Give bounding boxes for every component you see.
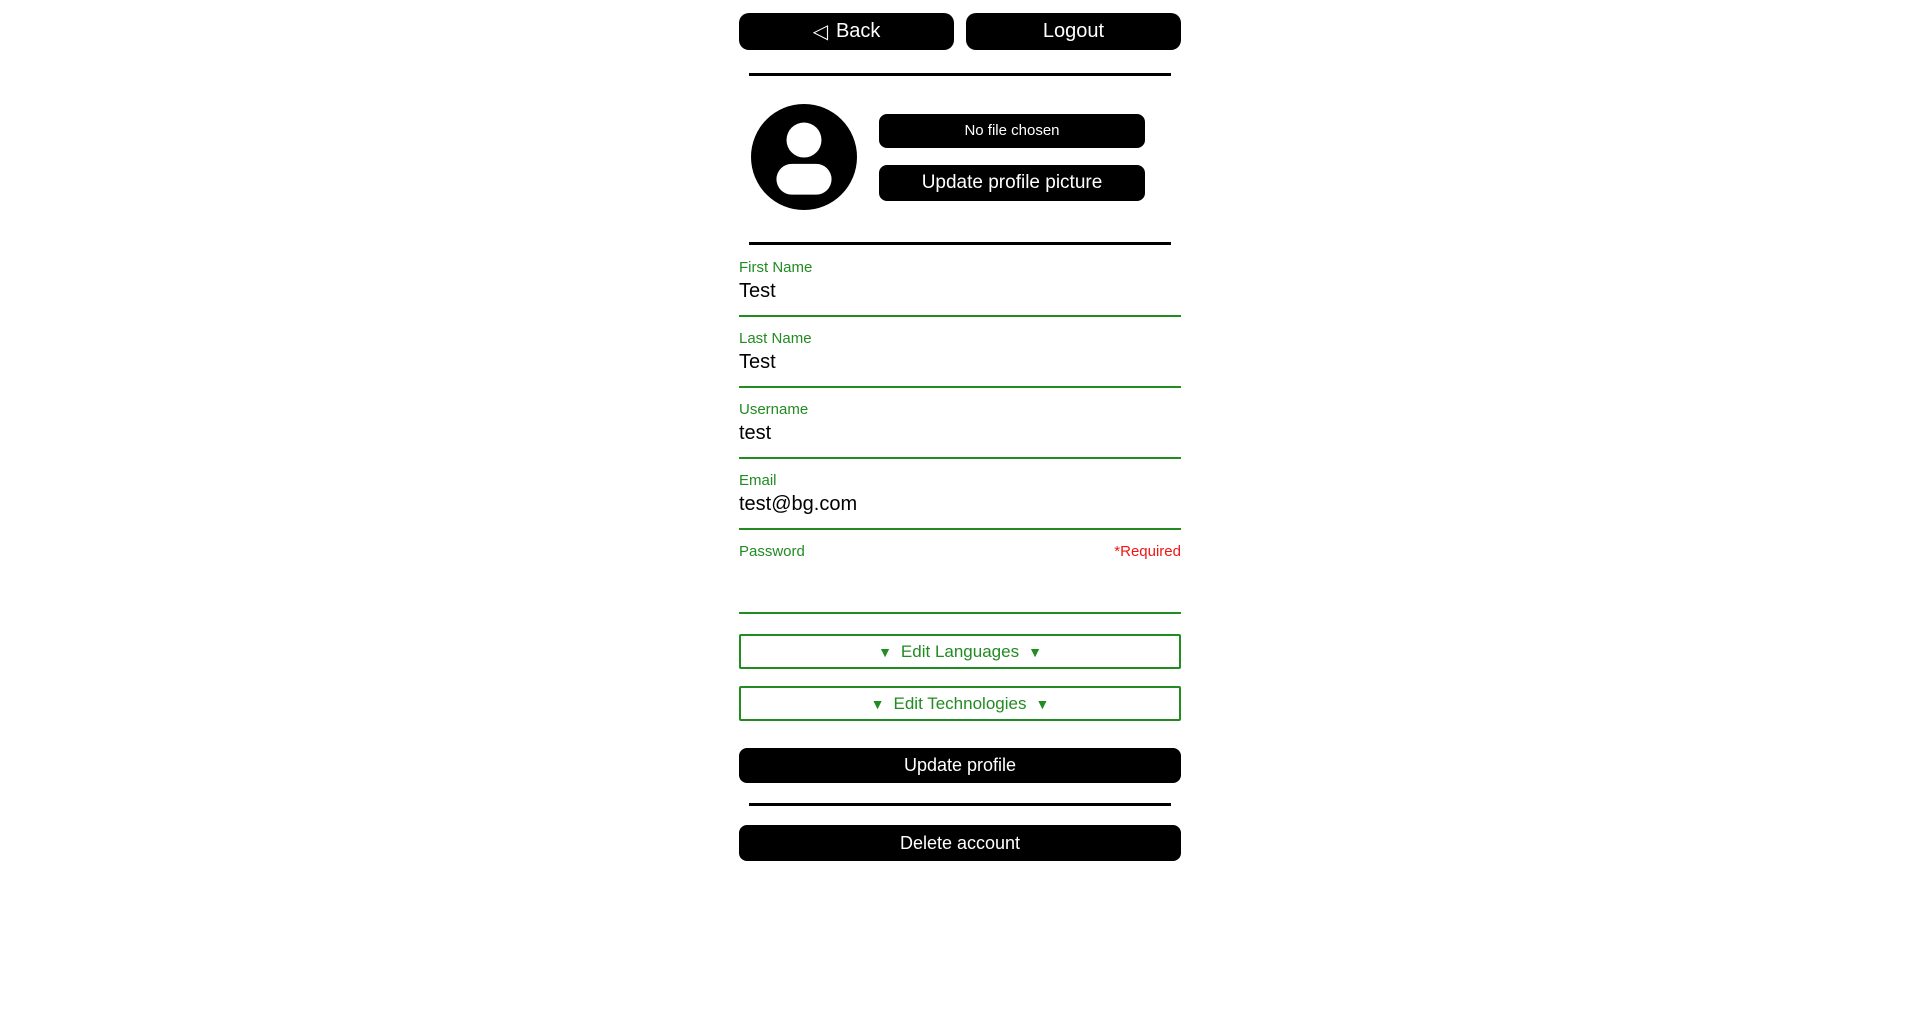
password-field	[739, 543, 1181, 614]
chevron-down-icon: ▼	[878, 643, 892, 660]
first-name-input[interactable]	[739, 277, 1181, 317]
chevron-down-icon: ▼	[870, 695, 885, 712]
email-input[interactable]	[739, 490, 1181, 530]
divider	[749, 73, 1171, 76]
update-picture-label: Update profile picture	[921, 171, 1103, 193]
username-input[interactable]	[739, 419, 1181, 459]
first-name-field	[739, 259, 1181, 317]
file-status-label: No file chosen	[964, 122, 1060, 139]
username-label: Username	[739, 401, 809, 418]
first-name-label: First Name	[739, 259, 813, 276]
back-icon: ◁	[812, 21, 828, 43]
last-name-label: Last Name	[739, 330, 812, 347]
profile-picture-section	[739, 104, 1181, 210]
file-input-status[interactable]	[879, 114, 1145, 148]
last-name-input[interactable]	[739, 348, 1181, 388]
back-button[interactable]	[739, 13, 954, 50]
update-profile-button[interactable]	[739, 748, 1181, 783]
profile-page	[739, 0, 1181, 861]
logout-button-label: Logout	[1042, 20, 1105, 42]
password-input[interactable]	[739, 561, 1181, 614]
chevron-down-icon: ▼	[1028, 643, 1042, 660]
profile-form	[739, 259, 1181, 783]
username-field	[739, 401, 1181, 459]
divider	[749, 242, 1171, 245]
logout-button[interactable]	[966, 13, 1181, 50]
required-badge: *Required	[1114, 543, 1181, 560]
chevron-down-icon: ▼	[1035, 695, 1050, 712]
edit-languages-label: Edit Languages	[900, 641, 1020, 661]
divider	[749, 803, 1171, 806]
avatar-icon	[751, 104, 857, 210]
edit-technologies-button[interactable]	[739, 686, 1181, 721]
edit-languages-button[interactable]	[739, 634, 1181, 669]
update-picture-button[interactable]	[879, 165, 1145, 201]
email-field	[739, 472, 1181, 530]
delete-account-button[interactable]	[739, 825, 1181, 861]
edit-technologies-label: Edit Technologies	[893, 693, 1027, 713]
back-button-label: Back	[835, 20, 881, 42]
picture-upload-controls	[879, 114, 1145, 201]
delete-account-label: Delete account	[899, 832, 1021, 853]
email-label: Email	[739, 472, 777, 489]
top-toolbar	[739, 13, 1181, 50]
password-label: Password	[739, 543, 805, 560]
update-profile-label: Update profile	[903, 755, 1017, 775]
last-name-field	[739, 330, 1181, 388]
